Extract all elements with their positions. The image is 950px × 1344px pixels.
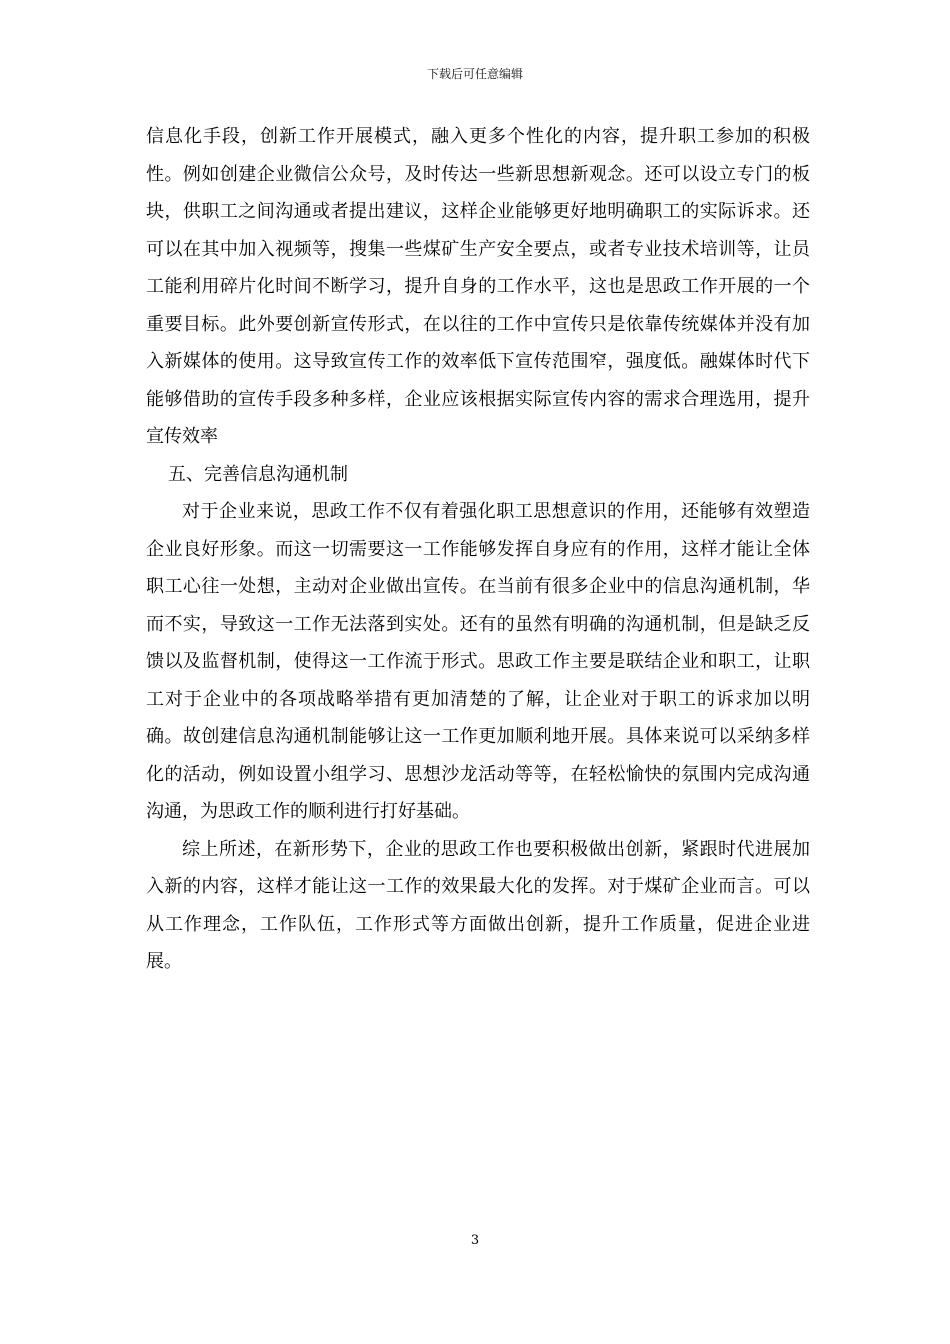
page-header: 下载后可任意编辑 <box>426 67 523 81</box>
document-body <box>146 118 810 981</box>
page-number: 3 <box>470 1233 480 1248</box>
section-heading: 五、完善信息沟通机制 <box>168 463 348 485</box>
paragraph-continued: 信息化手段，创新工作开展模式，融入更多个性化的内容，提升职工参加的积极性。例如创建企业微信公众号，及时传达一些新思想新观念。还可以设立专门的板块，供职工之间沟通或者提出建议，这样企业能够更好地明确职工的实际诉求。还可以在其中加入视频等，搜集一些煤矿生产安全要点，或者专业技术培训等，让员工能利用碎片化时间不断学习，提升自身的工作水平，这也是思政工作开展的一个重要目标。此外要创新宣传形式，在以往的工作中宣传只是依靠传统媒体并没有加入新媒体的使用。这导致宣传工作的效率低下宣传范围窄，强度低。融媒体时代下能够借助的宣传手段多种多样，企业应该根据实际宣传内容的需求合理选用，提升宣传效率 <box>146 126 810 447</box>
paragraph-conclusion: 综上所述，在新形势下，企业的思政工作也要积极做出创新，紧跟时代进展加入新的内容，这样才能让这一工作的效果最大化的发挥。对于煤矿企业而言。可以从工作理念，工作队伍，工作形式等方面做出创新，提升工作质量，促进企业进展。 <box>146 838 810 972</box>
paragraph-communication: 对于企业来说，思政工作不仅有着强化职工思想意识的作用，还能够有效塑造企业良好形象。而这一切需要这一工作能够发挥自身应有的作用，这样才能让全体职工心往一处想，主动对企业做出宣传。在当前有很多企业中的信息沟通机制，华而不实，导致这一工作无法落到实处。还有的虽然有明确的沟通机制，但是缺乏反馈以及监督机制，使得这一工作流于形式。思政工作主要是联结企业和职工，让职工对于企业中的各项战略举措有更加清楚的了解，让企业对于职工的诉求加以明确。故创建信息沟通机制能够让这一工作更加顺利地开展。具体来说可以采纳多样化的活动，例如设置小组学习、思想沙龙活动等等，在轻松愉快的氛围内完成沟通沟通，为思政工作的顺利进行打好基础。 <box>146 501 810 822</box>
